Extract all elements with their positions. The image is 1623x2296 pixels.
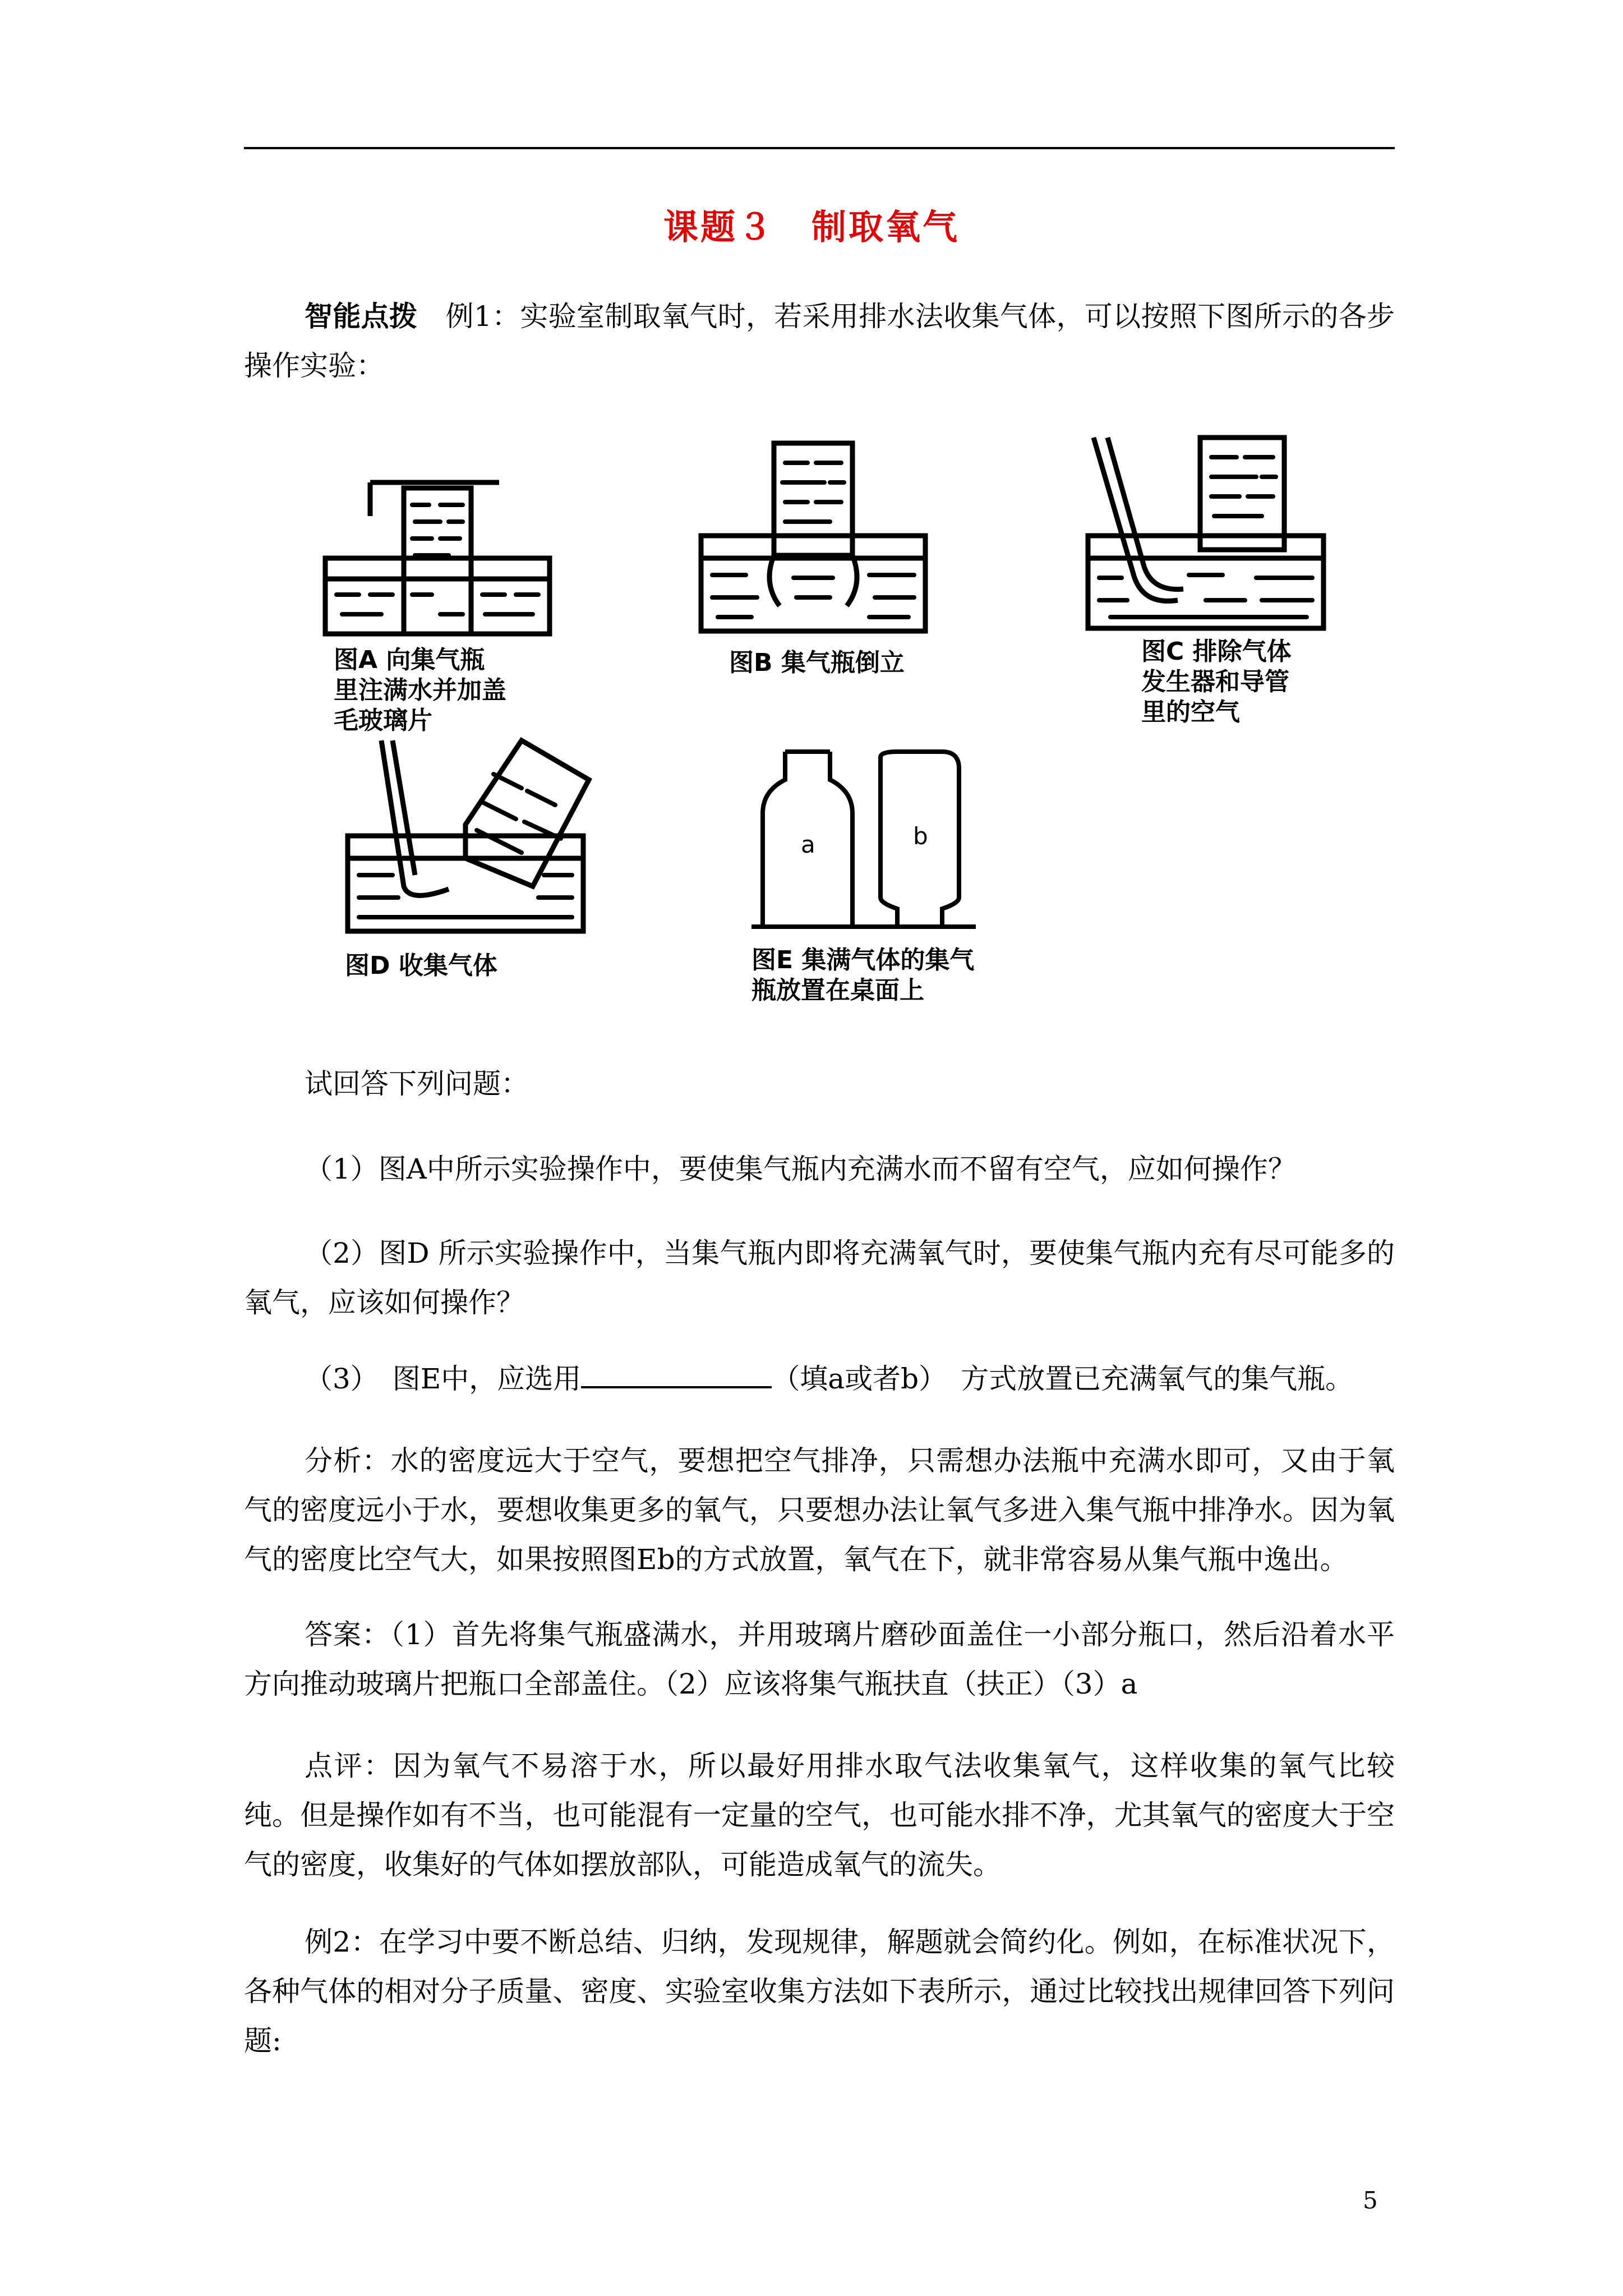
figure-d-caption: 图D 收集气体 [345, 951, 497, 980]
question-3-text-before: （3） 图E中，应选用 [305, 1363, 582, 1395]
prompt-text: 试回答下列问题： [305, 1068, 529, 1100]
figure-b-caption: 图B 集气瓶倒立 [729, 648, 905, 677]
example-2-paragraph: 例2：在学习中要不断总结、归纳，发现规律，解题就会简约化。例如，在标准状况下，各种气体的相对分子质量、密度、实验室收集方法如下表所示，通过比较找出规律回答下列问题: [244, 1926, 1395, 2057]
answer-paragraph: 答案：（1）首先将集气瓶盛满水，并用玻璃片磨砂面盖住一小部分瓶口，然后沿着水平方向推动玻璃片把瓶口全部盖住。（2）应该将集气瓶扶直（扶正）（3）a [244, 1618, 1395, 1700]
figure-group [303, 415, 1402, 1021]
answer-blank[interactable] [581, 1361, 772, 1388]
figure-b [695, 438, 931, 639]
figure-e-caption: 图E 集满气体的集气 瓶放置在桌面上 [751, 946, 975, 1005]
question-2: （2）图D 所示实验操作中，当集气瓶内即将充满氧气时，要使集气瓶内充有尽可能多的氧气，应该如何操作？ [244, 1237, 1395, 1319]
figure-e [751, 746, 987, 931]
figure-e-label-b: b [913, 822, 928, 850]
intro-text: 例1：实验室制取氧气时，若采用排水法收集气体，可以按照下图所示的各步操作实验： [244, 300, 1395, 382]
analysis-paragraph: 分析：水的密度远大于空气，要想把空气排净，只需想办法瓶中充满水即可，又由于氧气的密度远小于水，要想收集更多的氧气，只要想办法让氧气多进入集气瓶中排净水。因为氧气的密度比空气大，如果按照图Eb的方式放置，氧气在下，就非常容易从集气瓶中逸出。 [244, 1444, 1395, 1576]
figure-a [320, 449, 555, 639]
figure-c-drawing [1077, 432, 1335, 634]
question-3-text-after: （填a或者b） 方式放置已充满氧气的集气瓶。 [772, 1363, 1354, 1395]
figure-a-caption: 图A 向集气瓶 里注满水并加盖 毛玻璃片 [334, 646, 506, 735]
figure-c-caption: 图C 排除气体 发生器和导管 里的空气 [1141, 637, 1292, 726]
question-1: （1）图A中所示实验操作中，要使集气瓶内充满水而不留有空气，应如何操作？ [305, 1153, 1296, 1185]
intro-label: 智能点拨 [305, 300, 418, 333]
figure-c [1077, 432, 1335, 634]
intro-paragraph [244, 292, 1395, 390]
figure-d [336, 729, 594, 937]
figure-e-label-a: a [801, 831, 815, 858]
page-title: 课题３ 制取氧气 [663, 206, 960, 247]
figure-b-drawing [695, 438, 931, 639]
figure-a-drawing [320, 449, 555, 639]
figure-e-drawing [751, 746, 987, 931]
comment-paragraph: 点评：因为氧气不易溶于水，所以最好用排水取气法收集氧气，这样收集的氧气比较纯。但是操作如有不当，也可能混有一定量的空气，也可能水排不净，尤其氧气的密度大于空气的密度，收集好的气体如摆放部队，可能造成氧气的流失。 [244, 1750, 1395, 1881]
question-3 [244, 1354, 1395, 1404]
header-rule [244, 147, 1395, 149]
page-number: 5 [1363, 2187, 1378, 2214]
figure-d-drawing [336, 729, 594, 937]
